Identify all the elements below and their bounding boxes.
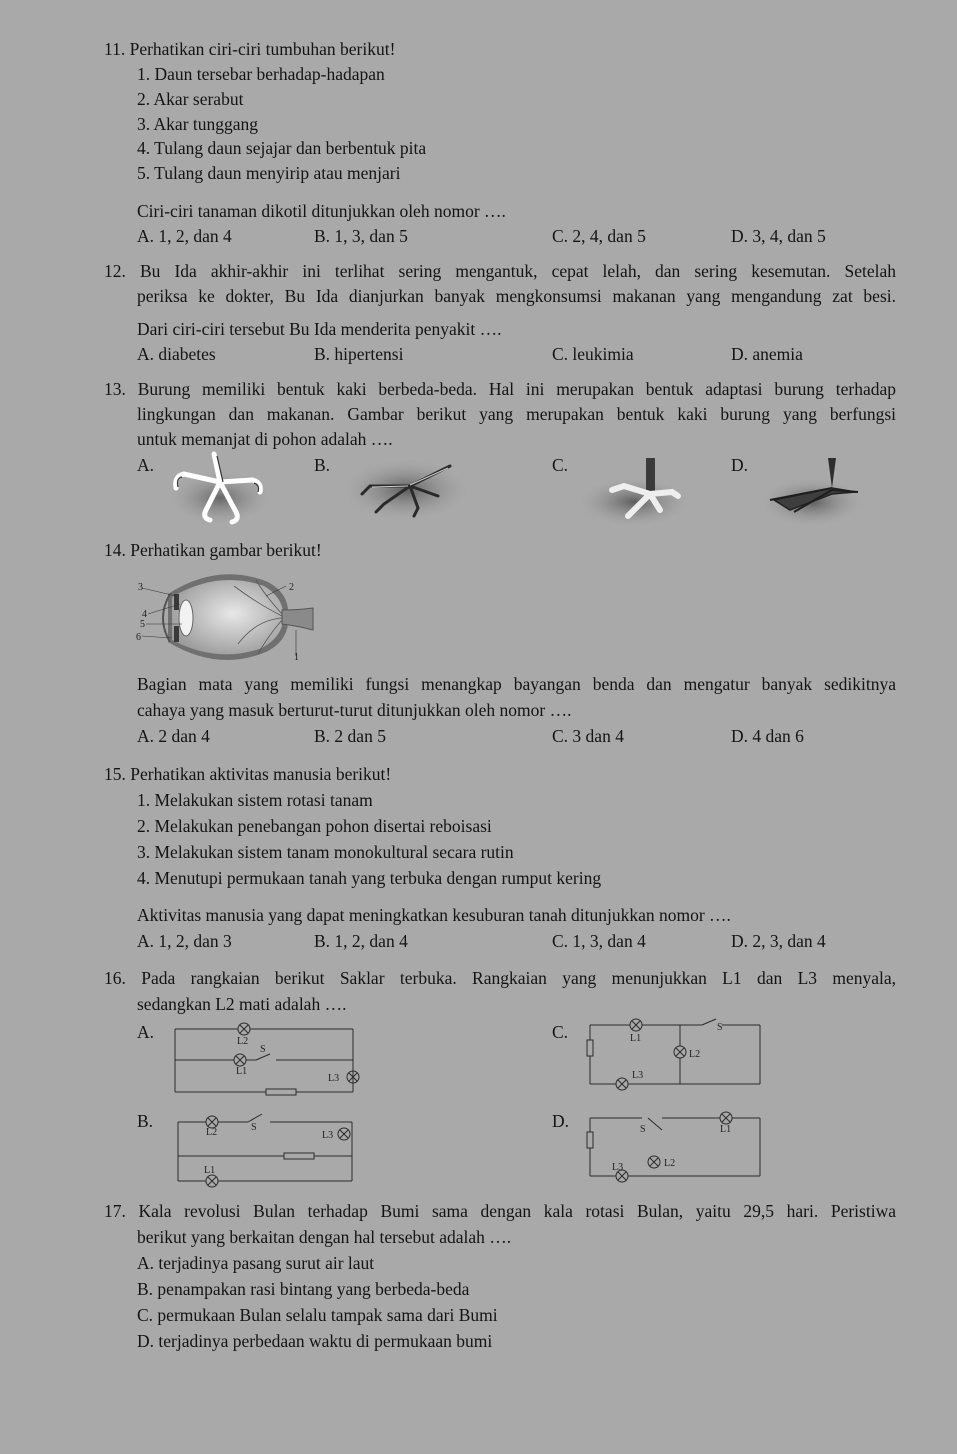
q15-option-d: D. 2, 3, dan 4 — [731, 931, 826, 951]
q15-item-3: 3. Melakukan sistem tanam monokultural secara rutin — [137, 842, 514, 862]
circuit-c-diagram — [582, 1016, 764, 1088]
q12-stem-line-2: periksa ke dokter, Bu Ida dianjurkan banyak mengkonsumsi makanan yang mengandung zat besi. — [137, 286, 896, 306]
q15-question: Aktivitas manusia yang dapat meningkatkan kesuburan tanah ditunjukkan nomor …. — [137, 905, 731, 925]
q13-label-c: C. — [552, 455, 569, 475]
q17-option-a: A. terjadinya pasang surut air laut — [137, 1253, 375, 1273]
q16-label-b: B. — [137, 1111, 154, 1131]
q16-label-a: A. — [137, 1022, 155, 1042]
circuit-a-l2-label: L2 — [237, 1036, 249, 1047]
q13-stem-line-3: untuk memanjat di pohon adalah …. — [137, 429, 393, 449]
circuit-c-l2-label: L2 — [689, 1049, 701, 1060]
q15-item-4: 4. Menutupi permukaan tanah yang terbuka dengan rumput kering — [137, 868, 602, 888]
q12-option-a: A. diabetes — [137, 344, 216, 364]
q16-stem-line-1: 16. Pada rangkaian berikut Saklar terbuka. Rangkaian yang menunjukkan L1 dan L3 menyala, — [104, 968, 896, 988]
q15-option-b: B. 1, 2, dan 4 — [314, 931, 408, 951]
circuit-a-switch-label: S — [260, 1044, 266, 1055]
q11-stem: 11. Perhatikan ciri-ciri tumbuhan berikut! — [104, 39, 396, 59]
eye-cross-section-diagram — [138, 564, 313, 667]
q12-option-c: C. leukimia — [552, 344, 634, 364]
q14-question-line-2: cahaya yang masuk berturut-turut ditunjukkan oleh nomor …. — [137, 700, 572, 720]
q17-option-b: B. penampakan rasi bintang yang berbeda-beda — [137, 1279, 470, 1299]
q12-option-b: B. hipertensi — [314, 344, 404, 364]
circuit-c-switch-label: S — [717, 1022, 723, 1033]
q12-option-d: D. anemia — [731, 344, 803, 364]
q17-stem-line-1: 17. Kala revolusi Bulan terhadap Bumi sama dengan kala rotasi Bulan, yaitu 29,5 hari. Peristiwa — [104, 1201, 896, 1221]
q17-option-c: C. permukaan Bulan selalu tampak sama dari Bumi — [137, 1305, 498, 1325]
eye-label-4: 4 — [142, 609, 147, 620]
q14-question-line-1: Bagian mata yang memiliki fungsi menangkap bayangan benda dan mengatur banyak sedikitnya — [137, 674, 896, 694]
circuit-d-l1-label: L1 — [720, 1124, 732, 1135]
q13-label-d: D. — [731, 455, 749, 475]
q11-option-b: B. 1, 3, dan 5 — [314, 226, 408, 246]
eye-label-3: 3 — [138, 582, 143, 593]
circuit-b-switch-label: S — [251, 1122, 257, 1133]
circuit-a-diagram — [168, 1018, 368, 1098]
q15-item-1: 1. Melakukan sistem rotasi tanam — [137, 790, 373, 810]
q16-label-c: C. — [552, 1022, 569, 1042]
circuit-b-diagram — [176, 1108, 376, 1188]
q13-stem-line-1: 13. Burung memiliki bentuk kaki berbeda-beda. Hal ini merupakan bentuk adaptasi burung terhadap — [104, 379, 896, 399]
bird-foot-walking-image — [340, 456, 470, 526]
q14-stem: 14. Perhatikan gambar berikut! — [104, 540, 322, 560]
q12-question: Dari ciri-ciri tersebut Bu Ida menderita penyakit …. — [137, 319, 502, 339]
circuit-d-diagram — [582, 1110, 764, 1185]
q14-option-d: D. 4 dan 6 — [731, 726, 804, 746]
circuit-b-l3-label: L3 — [322, 1130, 334, 1141]
eye-label-6: 6 — [136, 632, 141, 643]
q11-option-c: C. 2, 4, dan 5 — [552, 226, 646, 246]
q12-stem-line-1: 12. Bu Ida akhir-akhir ini terlihat sering mengantuk, cepat lelah, dan sering kesemutan. Setelah — [104, 261, 896, 281]
q11-item-4: 4. Tulang daun sejajar dan berbentuk pita — [137, 138, 427, 158]
eye-label-1: 1 — [294, 652, 299, 663]
circuit-c-l1-label: L1 — [630, 1033, 642, 1044]
q15-option-c: C. 1, 3, dan 4 — [552, 931, 646, 951]
circuit-b-l1-label: L1 — [204, 1165, 216, 1176]
circuit-d-switch-label: S — [640, 1124, 646, 1135]
q13-label-b: B. — [314, 455, 331, 475]
circuit-a-l1-label: L1 — [236, 1066, 248, 1077]
circuit-b-l2-label: L2 — [206, 1127, 218, 1138]
q16-stem-line-2: sedangkan L2 mati adalah …. — [137, 994, 347, 1014]
q16-label-d: D. — [552, 1111, 570, 1131]
q15-stem: 15. Perhatikan aktivitas manusia berikut! — [104, 764, 392, 784]
q11-question: Ciri-ciri tanaman dikotil ditunjukkan oleh nomor …. — [137, 201, 506, 221]
circuit-c-l3-label: L3 — [632, 1070, 644, 1081]
q15-option-a: A. 1, 2, dan 3 — [137, 931, 232, 951]
q11-option-a: A. 1, 2, dan 4 — [137, 226, 232, 246]
q11-option-d: D. 3, 4, dan 5 — [731, 226, 826, 246]
eye-label-2: 2 — [289, 582, 294, 593]
circuit-d-l2-label: L2 — [664, 1158, 676, 1169]
q13-stem-line-2: lingkungan dan makanan. Gambar berikut yang merupakan bentuk kaki burung yang berfungsi — [137, 404, 896, 424]
bird-foot-webbed-image — [760, 454, 870, 528]
q14-option-c: C. 3 dan 4 — [552, 726, 624, 746]
q15-item-2: 2. Melakukan penebangan pohon disertai reboisasi — [137, 816, 492, 836]
q11-item-3: 3. Akar tunggang — [137, 114, 259, 134]
q11-item-2: 2. Akar serabut — [137, 89, 244, 109]
q14-option-a: A. 2 dan 4 — [137, 726, 210, 746]
circuit-d-l3-label: L3 — [612, 1162, 624, 1173]
q11-item-1: 1. Daun tersebar berhadap-hadapan — [137, 64, 385, 84]
q14-option-b: B. 2 dan 5 — [314, 726, 386, 746]
q17-option-d: D. terjadinya perbedaan waktu di permukaan bumi — [137, 1331, 493, 1351]
q17-stem-line-2: berikut yang berkaitan dengan hal tersebut adalah …. — [137, 1227, 512, 1247]
q11-item-5: 5. Tulang daun menyirip atau menjari — [137, 163, 401, 183]
eye-label-5: 5 — [140, 619, 145, 630]
bird-foot-perching-image — [162, 452, 274, 528]
q13-label-a: A. — [137, 455, 155, 475]
circuit-a-l3-label: L3 — [328, 1073, 340, 1084]
bird-foot-climbing-image — [578, 456, 690, 528]
